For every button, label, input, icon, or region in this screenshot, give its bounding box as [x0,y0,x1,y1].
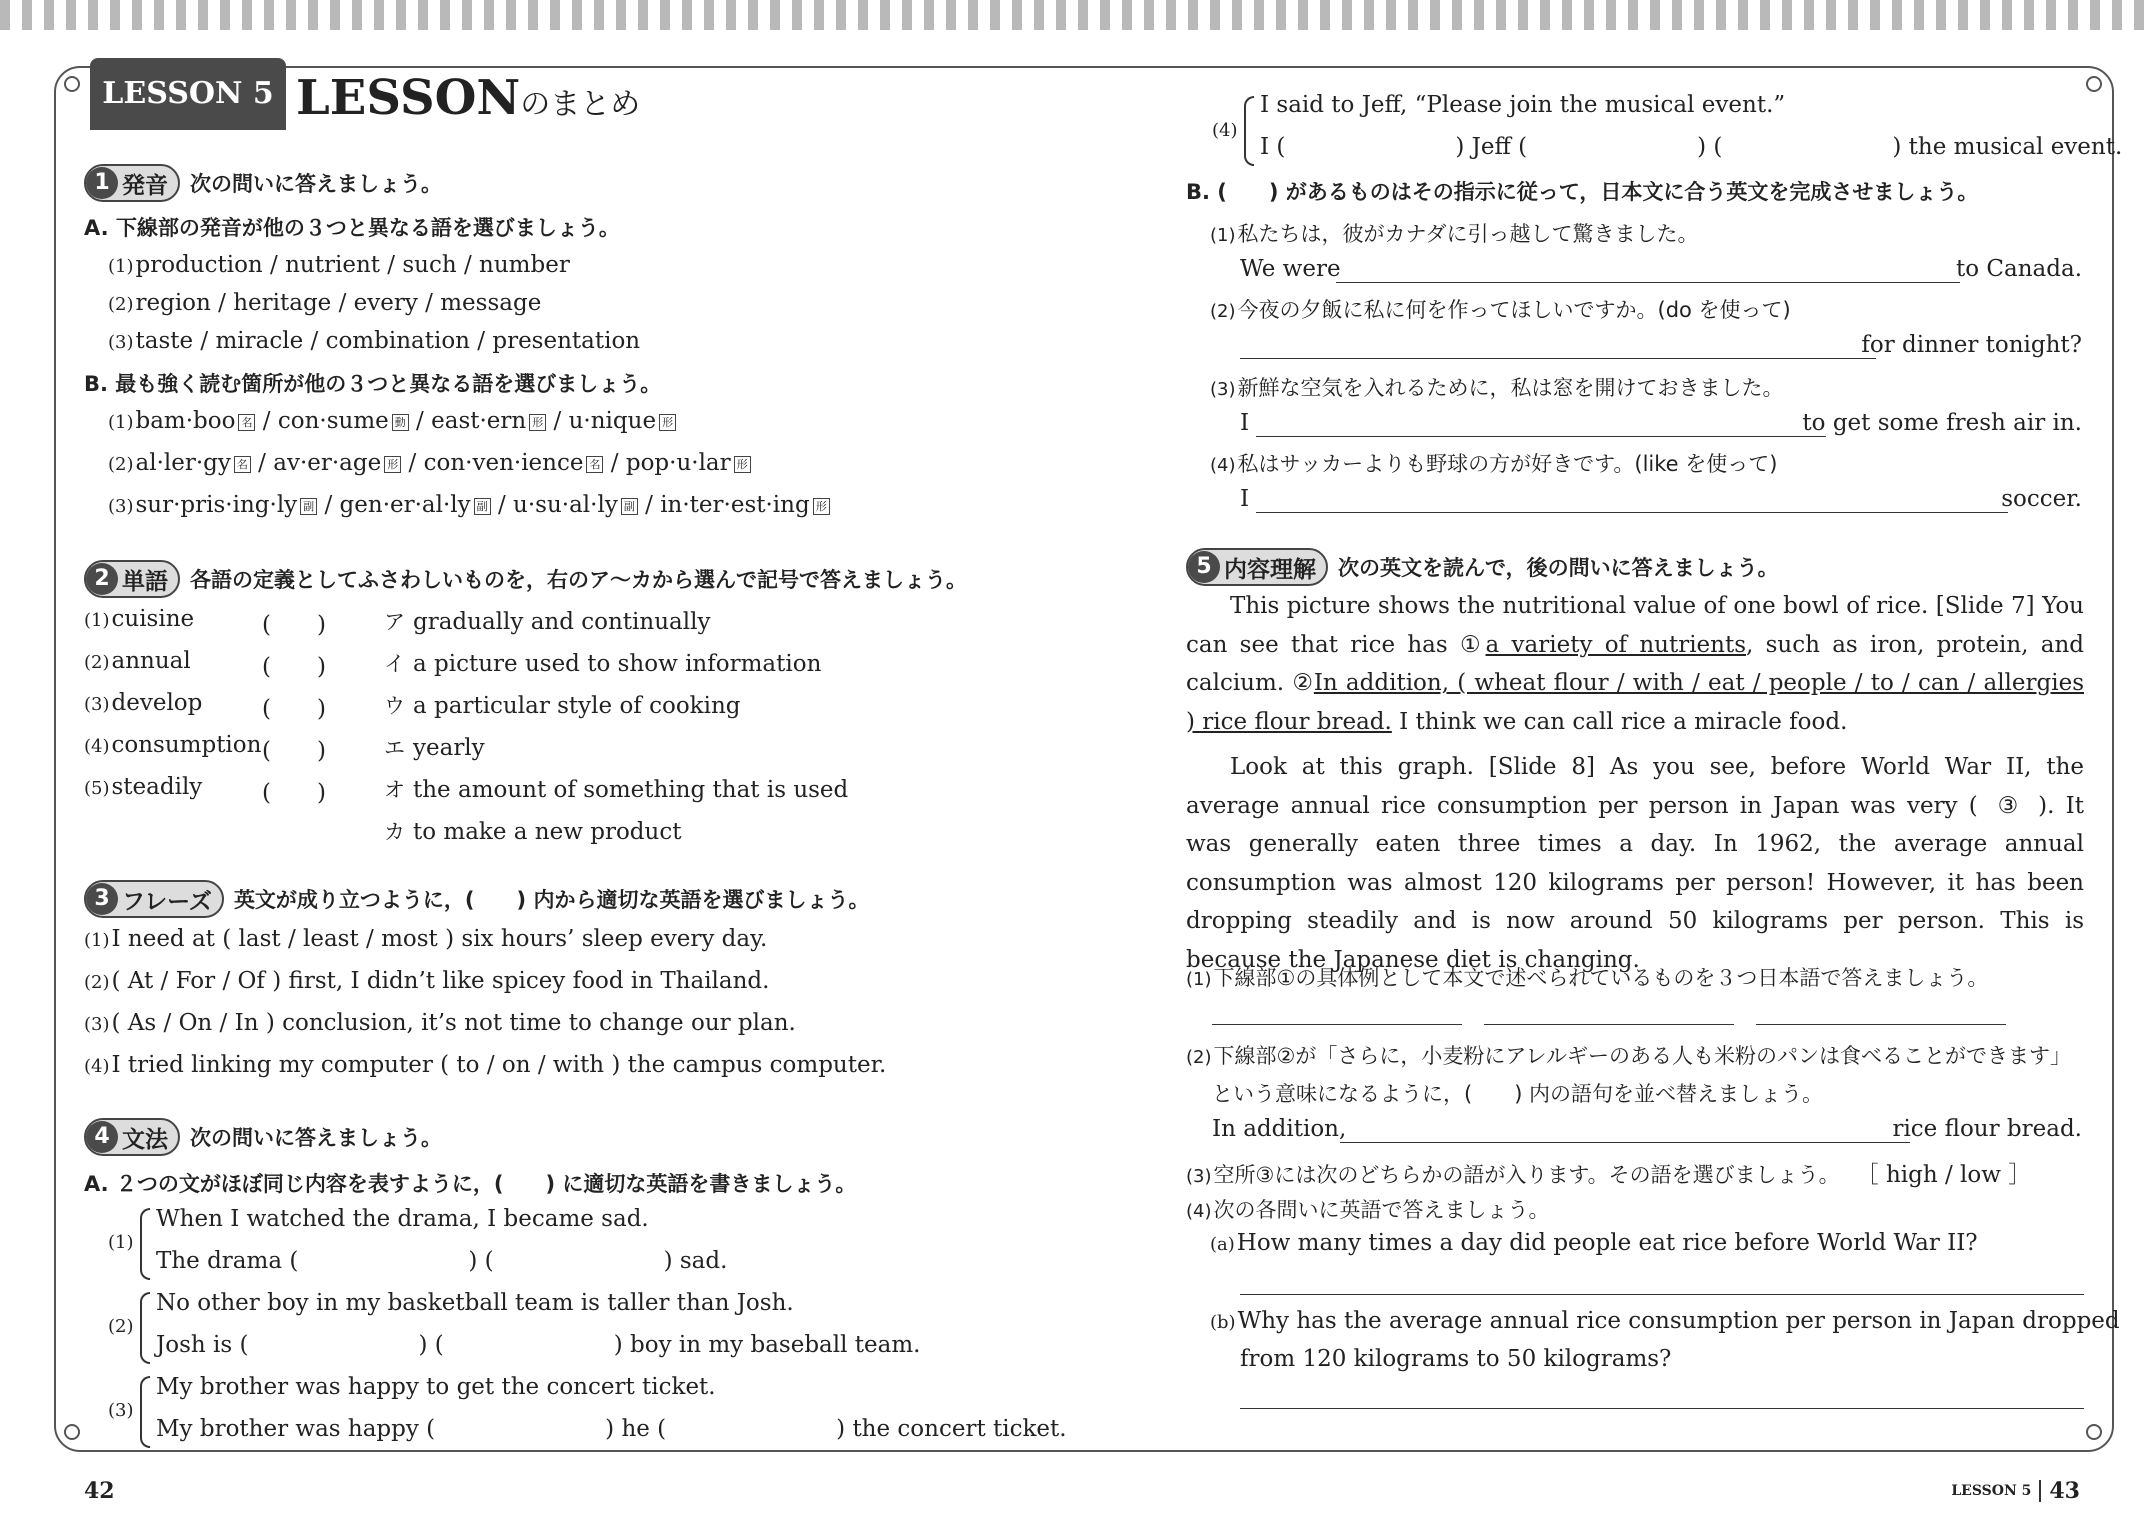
definition-key: オ [384,778,405,802]
question-4 [1186,1194,1550,1224]
pos-box: 形 [813,498,830,515]
question-1 [1186,962,1988,992]
pos-box: 副 [474,498,491,515]
section-instruction: 次の問いに答えましょう。 [190,172,442,196]
text: 下線部①の具体例として本文で述べられているものを３つ日本語で答えましょう。 [1213,966,1989,990]
text: ) the concert ticket. [836,1416,1067,1442]
section-pill [84,880,224,918]
jp-sentence [1210,372,1784,402]
page-title [296,70,640,126]
item-number: (2) [84,972,110,993]
word-text: steadily [111,774,203,800]
text: I ( [1260,134,1286,160]
item-number: (4) [84,1056,110,1077]
section-label: フレーズ [122,888,212,915]
stress-item: (1)bam·boo 名 / con·sume 動 / east·ern 形 / u·nique 形 [108,408,676,434]
section-label: 内容理解 [1224,556,1316,583]
item-text: production / nutrient / such / number [135,252,570,278]
pos-box: 名 [238,414,255,431]
underlined-text: a variety of nutrients [1485,631,1747,658]
item-number: (2) [108,294,134,315]
answer-end: soccer. [2001,486,2082,512]
definition [384,732,485,762]
phrase-item [84,968,769,994]
page-number-right: 43 [2049,1478,2080,1504]
word: in·ter·est·ing [660,492,810,518]
item-number: (a) [1210,1234,1235,1255]
question-a-instruction: A. 下線部の発音が他の３つと異なる語を選びましょう。 [84,216,620,240]
jp-sentence [1210,218,1698,248]
answer-end: rice flour bread. [1892,1116,2082,1142]
item-number: (2) [1210,301,1236,322]
word: pop·u·lar [625,450,731,476]
section-label: 文法 [122,1126,168,1153]
question-b-instruction: B. 最も強く読む箇所が他の３つと異なる語を選びましょう。 [84,372,662,396]
answer-start: We were [1240,256,1341,282]
item-text: taste / miracle / combination / presentation [135,328,641,354]
item-number: (b) [1210,1312,1236,1333]
sentence-rewrite [1260,134,2122,160]
stress-item: (3)sur·pris·ing·ly 副 / gen·er·al·ly 副 / u·su·al·ly 副 / in·ter·est·ing 形 [108,492,830,518]
item-text: ( At / For / Of ) first, I didn’t like spicey food in Thailand. [111,968,770,994]
word-text: consumption [111,732,262,758]
text: My brother was happy ( [156,1416,436,1442]
sentence-rewrite [156,1332,920,1358]
section-5-header [1186,548,1779,586]
section-pill [1186,548,1328,586]
item-text: region / heritage / every / message [135,290,542,316]
section-instruction: 次の英文を読んで，後の問いに答えましょう。 [1338,556,1779,580]
definition-text: gradually and continually [413,609,711,635]
definition-text: to make a new product [413,819,682,845]
section-number: 2 [86,563,118,595]
footer-lesson-label: LESSON 5 [1951,1483,2032,1499]
definition-text: the amount of something that is used [413,777,849,803]
sentence-original: My brother was happy to get the concert ticket. [156,1374,716,1400]
item-number: (3) [108,496,134,517]
word: east·ern [431,408,527,434]
sentence-original: No other boy in my basketball team is taller than Josh. [156,1290,794,1316]
item-number: (2) [1186,1047,1212,1068]
options: ［ high / low ］ [1855,1162,2032,1188]
question-4a [1210,1230,1978,1256]
answer-line[interactable] [1240,1408,2084,1409]
item-number: (5) [84,778,110,799]
section-label: 発音 [122,172,168,199]
question-2 [1186,1040,2071,1070]
answer-paren[interactable]: ( ) [262,696,326,722]
answer-line[interactable] [1256,436,1826,437]
pronunciation-item [108,252,570,278]
answer-line[interactable] [1756,1024,2006,1025]
question-4b [1210,1308,2120,1334]
definition-key: エ [384,736,405,760]
sentence-rewrite [156,1416,1067,1442]
definition [384,606,710,636]
pos-box: 形 [734,456,751,473]
definition-text: a picture used to show information [413,651,822,677]
definition-text: a particular style of cooking [413,693,741,719]
text: Josh is ( [156,1332,249,1358]
section-number: 5 [1188,551,1220,583]
item-number: (4) [1212,120,1238,141]
word: u·nique [568,408,657,434]
lesson-badge: LESSON 5 [90,58,286,130]
item-number: (1) [84,610,110,631]
question-3 [1186,1156,2031,1189]
text: 新鮮な空気を入れるために，私は窓を開けておきました。 [1237,376,1784,400]
pos-box: 副 [621,498,638,515]
item-number: (2) [108,1316,134,1337]
section-instruction: 英文が成り立つように，( ) 内から適切な英語を選びましょう。 [233,888,870,912]
word-text: develop [111,690,203,716]
question-4b-line-2: from 120 kilograms to 50 kilograms? [1240,1346,1672,1372]
text: 今夜の夕飯に私に何を作ってほしいですか。(do を使って) [1237,298,1791,322]
definition [384,774,848,804]
marker: ② [1292,670,1314,696]
answer-line[interactable] [1340,1142,1910,1143]
item-text: I tried linking my computer ( to / on / with ) the campus computer. [111,1052,887,1078]
marker: ① [1459,631,1486,658]
answer-line[interactable] [1240,358,1876,359]
section-pill [84,1118,180,1156]
text: 私はサッカーよりも野球の方が好きです。(like を使って) [1237,452,1778,476]
phrase-item [84,1010,796,1036]
pos-box: 形 [659,414,676,431]
page-number-left: 42 [84,1478,115,1504]
answer-line[interactable] [1256,512,2008,513]
text: 私たちは，彼がカナダに引っ越して驚きました。 [1237,222,1699,246]
item-number: (3) [1210,379,1236,400]
text: I think we can call rice a miracle food. [1391,708,1848,735]
vocab-word [84,774,202,800]
text: ) sad. [663,1248,728,1274]
item-number: (4) [84,736,110,757]
section-label: 単語 [122,568,168,595]
sentence-original: I said to Jeff, “Please join the musical event.” [1260,92,1786,118]
text: 下線部②が「さらに，小麦粉にアレルギーのある人も米粉のパンは食べることができます」 [1213,1044,2071,1068]
section-4-header [84,1118,442,1156]
brace [140,1208,150,1280]
answer-paren[interactable]: ( ) [262,654,326,680]
word: con·ven·ience [423,450,584,476]
question-b-instruction: B. ( ) があるものはその指示に従って，日本文に合う英文を完成させましょう。 [1186,180,1979,204]
sentence-original: When I watched the drama, I became sad. [156,1206,649,1232]
text: ) boy in my baseball team. [613,1332,921,1358]
passage-paragraph-1 [1186,587,2084,741]
item-number: (1) [108,1232,134,1253]
item-number: (3) [84,694,110,715]
item-number: (4) [1210,455,1236,476]
question-2-line-2: という意味になるように，( ) 内の語句を並べ替えましょう。 [1212,1082,1824,1106]
answer-paren[interactable]: ( ) [262,612,326,638]
marker: ③ [1993,792,2023,819]
pronunciation-item [108,328,640,354]
section-3-header [84,880,869,918]
phrase-item [84,1052,886,1078]
item-number: (1) [1210,225,1236,246]
word: con·sume [277,408,389,434]
definition-key: カ [384,820,405,844]
word: al·ler·gy [135,450,231,476]
jp-sentence [1210,294,1791,324]
answer-line[interactable] [1336,282,1960,283]
corner-hole [64,76,80,92]
item-text: ( As / On / In ) conclusion, it’s not time to change our plan. [111,1010,796,1036]
text: Why has the average annual rice consumption per person in Japan dropped [1237,1308,2120,1334]
definition-text: yearly [413,735,485,761]
word-text: cuisine [111,606,195,632]
definition-key: ア [384,610,405,634]
text: ) the musical event. [1892,134,2123,160]
answer-paren[interactable]: ( ) [262,738,326,764]
vocab-word [84,732,261,758]
text: ) Jeff ( [1455,134,1528,160]
section-number: 4 [86,1121,118,1153]
corner-hole [64,1424,80,1440]
pos-box: 形 [384,456,401,473]
brace [140,1292,150,1364]
item-number: (1) [84,930,110,951]
word: sur·pris·ing·ly [135,492,298,518]
definition-key: ウ [384,694,405,718]
section-number: 1 [86,167,118,199]
answer-start: In addition, [1212,1116,1347,1142]
definition [384,648,821,678]
item-number: (2) [84,652,110,673]
pos-box: 名 [586,456,603,473]
word: gen·er·al·ly [339,492,471,518]
pos-box: 副 [300,498,317,515]
item-number: (4) [1186,1201,1212,1222]
text: This picture shows the nutritional value of one bowl of rice. [Slide 7] You can see that rice has [1186,593,2084,658]
question-a-instruction: A. ２つの文がほぼ同じ内容を表すように，( ) に適切な英語を書きましょう。 [84,1172,857,1196]
answer-end: to Canada. [1956,256,2082,282]
item-number: (3) [84,1014,110,1035]
brace [1244,96,1254,166]
phrase-item [84,926,767,952]
section-instruction: 次の問いに答えましょう。 [190,1126,442,1150]
answer-end: for dinner tonight? [1861,332,2082,358]
pos-box: 動 [392,414,409,431]
text: ). It was generally eaten three times a day. In 1962, the average annual consumption was almost 120 kilograms per person! However, it has been dropping steadily and is now around 50 kilograms per person. This is because the Japanese diet is changing. [1186,792,2084,973]
text: ) ( [418,1332,444,1358]
corner-hole [2086,76,2102,92]
answer-line[interactable] [1240,1294,2084,1295]
section-number: 3 [86,883,118,915]
sentence-rewrite [156,1248,727,1274]
word: av·er·age [273,450,382,476]
item-number: (1) [108,412,134,433]
page-footer-right [1951,1478,2080,1504]
section-pill [84,164,180,202]
text: ) he ( [605,1416,667,1442]
answer-start: I [1240,486,1250,512]
item-number: (1) [108,256,134,277]
stress-item: (2)al·ler·gy 名 / av·er·age 形 / con·ven·ience 名 / pop·u·lar 形 [108,450,751,476]
text: 次の各問いに英語で答えましょう。 [1213,1198,1550,1222]
pos-box: 名 [234,456,251,473]
section-1-header [84,164,442,202]
text: 空所③には次のどちらかの語が入ります。その語を選びましょう。 [1213,1163,1840,1187]
item-number: (1) [1186,969,1212,990]
vocab-word [84,648,191,674]
item-number: (2) [108,454,134,475]
text: ) ( [468,1248,494,1274]
definition-key: イ [384,652,405,676]
item-number: (3) [108,1400,134,1421]
vocab-word [84,606,194,632]
answer-line[interactable] [1484,1024,1734,1025]
answer-start: I [1240,410,1250,436]
corner-hole [2086,1424,2102,1440]
underlined-text: In addition, ( wheat flour / with / eat / people / to / can / allergies ) rice flour bread. [1186,670,2085,735]
section-pill [84,560,180,598]
jp-sentence [1210,448,1777,478]
text: , such as iron, protein, and calcium. [1186,631,2084,696]
item-text: I need at ( last / least / most ) six hours’ sleep every day. [111,926,768,952]
answer-paren[interactable]: ( ) [262,780,326,806]
text: How many times a day did people eat rice before World War II? [1236,1230,1978,1256]
word: bam·boo [135,408,236,434]
item-number: (3) [1186,1166,1212,1187]
text: ) ( [1697,134,1723,160]
definition [384,816,681,846]
brace [140,1376,150,1448]
pos-box: 形 [529,414,546,431]
title-rest: のまとめ [520,87,641,122]
vocab-word [84,690,202,716]
answer-end: to get some fresh air in. [1802,410,2082,436]
text: Look at this graph. [Slide 8] As you see, before World War II, the average annual rice consumption per person in Japan was very ( [1186,754,2084,819]
passage-paragraph-2 [1186,748,2084,979]
answer-line[interactable] [1212,1024,1462,1025]
definition [384,690,741,720]
section-2-header [84,560,967,598]
item-number: (3) [108,332,134,353]
word-text: annual [111,648,191,674]
section-instruction: 各語の定義としてふさわしいものを，右のア〜カから選んで記号で答えましょう。 [190,568,967,592]
word: u·su·al·ly [513,492,618,518]
title-main: LESSON [296,70,521,126]
text: The drama ( [156,1248,299,1274]
top-stripe-border [0,0,2150,30]
pronunciation-item [108,290,541,316]
